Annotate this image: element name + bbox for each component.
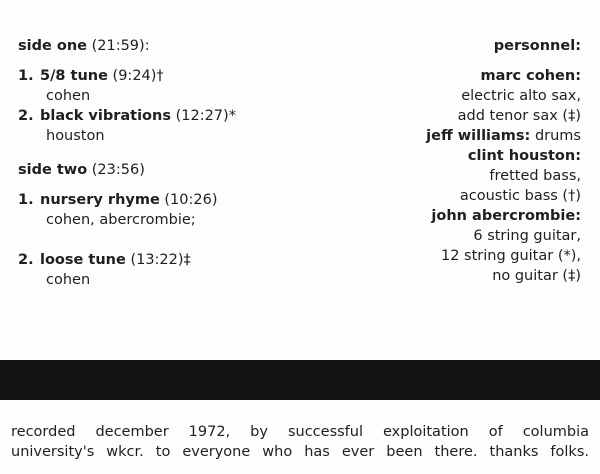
personnel-heading: personnel: (493, 38, 581, 54)
track-composer: cohen (46, 272, 91, 288)
musician-instrument: add tenor sax (‡) (457, 108, 581, 124)
track-title: nursery rhyme (40, 192, 160, 208)
musician-name: marc cohen: (480, 68, 581, 84)
track-duration: (12:27)* (175, 108, 236, 124)
musician-name: clint houston: (467, 148, 581, 164)
musician-instrument: 12 string guitar (*), (440, 248, 581, 264)
track-item (18, 190, 348, 210)
track-composer: cohen (46, 88, 91, 104)
side-two-heading: side two (18, 162, 88, 178)
side-two-duration: (23:56) (91, 162, 145, 178)
track-duration: (10:26) (164, 192, 218, 208)
side-two-header (18, 160, 348, 180)
track-composer: houston (46, 128, 105, 144)
musician-instrument: acoustic bass (†) (459, 188, 581, 204)
musician-instrument: no guitar (‡) (492, 268, 581, 284)
side-one-header (18, 36, 348, 56)
musician-name: jeff williams: (426, 128, 531, 144)
musician-entry (321, 126, 581, 146)
track-duration: (9:24)† (112, 68, 164, 84)
tracklist (18, 36, 348, 290)
track-number: 1. (18, 68, 34, 84)
track-number: 2. (18, 252, 34, 268)
track-item (18, 106, 348, 126)
musician-name: john abercrombie: (431, 208, 581, 224)
recording-note (11, 422, 589, 462)
track-item (18, 66, 348, 86)
musician-instrument: fretted bass, (489, 168, 581, 184)
track-composer: cohen, abercrombie; (46, 212, 196, 228)
side-one-heading: side one (18, 38, 87, 54)
track-title: loose tune (40, 252, 126, 268)
musician-instrument: 6 string guitar, (473, 228, 581, 244)
musician-instrument: drums (534, 128, 581, 144)
recording-note-line: recorded december 1972, by successful exploitation of columbia (11, 424, 589, 440)
track-title: black vibrations (40, 108, 171, 124)
track-number: 1. (18, 192, 34, 208)
black-divider-band (0, 360, 600, 400)
recording-note-line: university's wkcr. to everyone who has ever been there. thanks folks. (11, 444, 589, 460)
track-title: 5/8 tune (40, 68, 108, 84)
personnel-list (321, 36, 581, 286)
track-number: 2. (18, 108, 34, 124)
musician-instrument: electric alto sax, (461, 88, 581, 104)
track-duration: (13:22)‡ (130, 252, 191, 268)
track-item (18, 250, 348, 270)
side-one-duration: (21:59): (91, 38, 150, 54)
